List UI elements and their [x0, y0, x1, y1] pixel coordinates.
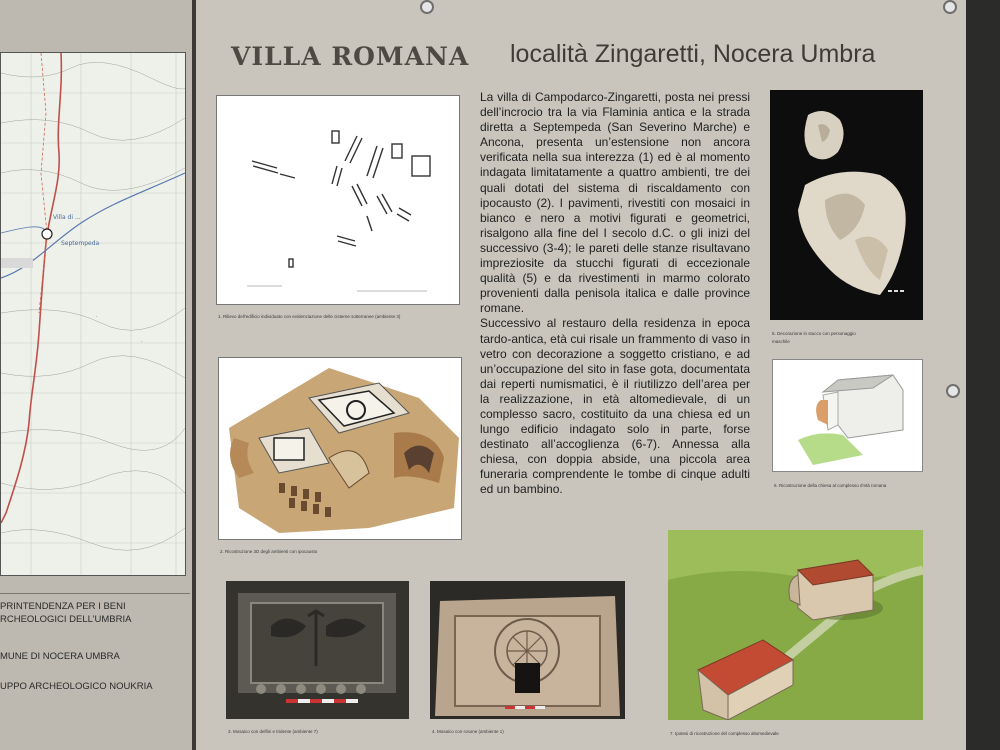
left-panel	[0, 0, 192, 750]
stucco-fragments-photo	[770, 90, 923, 320]
medieval-complex-image	[668, 530, 923, 720]
paragraph-1: La villa di Campodarco-Zingaretti, posta nei pressi dell’incrocio tra la via Flaminia antica e la strada diretta a Septempeda (San Severino Marche) e Ancona, presenta un’estensione non ancora verificata nella sua interezza (1) ed è al momento indagata limitatamente a quattro ambienti, tre dei quali dotati del sistema di riscaldamento con ipocausto (2). I pavimenti, rivestiti con mosaici in bianco e nero a motivi figurati e geometrici, risalgono alla fine del I secolo d.C. o gli inizi del successivo (3-4); le pareti delle stanze risultavano impreziosite da stucchi figurati di eccezionale qualità (5) e da rivestimenti in marmo colorato provenienti dalla penisola italica e dalle province romane.	[480, 90, 750, 316]
caption-6: 6. Ricostruzione della chiesa al complesso d’età romana	[774, 483, 887, 488]
caption-5b: maschile	[772, 339, 790, 344]
plan-drawing	[216, 95, 460, 305]
map-label-villa: Villa di ...	[53, 214, 81, 221]
reconstruction-3d-image	[218, 357, 462, 540]
credit-line-1: PRINTENDENZA PER I BENI	[0, 601, 126, 612]
page-subtitle: località Zingaretti, Nocera Umbra	[510, 40, 876, 68]
mosaic-rosone-photo	[430, 581, 625, 719]
caption-5a: 5. Decorazione in stucco con personaggio	[772, 331, 856, 336]
territory-map	[0, 52, 186, 576]
map-label-septempeda: Septempeda	[61, 240, 100, 247]
paragraph-2: Successivo al restauro della residenza in epoca tardo-antica, età cui risale un frammento di vaso in vetro con decorazione a soggetto cristiano, e ad un’occupazione del sito in fase gota, documentata dai reperti numismatici, è il riutilizzo dell’area per la realizzazione, in età altomedievale, di un complesso sacro, costituito da una chiesa ed un lungo edificio indagato solo in parte, forse destinato all’accoglienza (6-7). Annessa alla chiesa, con doppia abside, una piccola area funeraria comprendente le tombe di cinque adulti ed un bambino.	[480, 316, 750, 497]
caption-1: 1. Rilievo dell’edificio individuato con evidenziazione delle cisterne sotterranee (ambiente 3)	[218, 314, 401, 319]
caption-3: 3. Mosaico con delfini e tridente (ambiente 7)	[228, 729, 318, 734]
svg-text:·: ·	[96, 314, 98, 320]
caption-4: 4. Mosaico con rosone (ambiente 1)	[432, 729, 504, 734]
description-text	[480, 90, 750, 498]
caption-2: 2. Ricostruzione 3D degli ambienti con ipocausto	[220, 549, 318, 554]
credit-line-4: UPPO ARCHEOLOGICO NOUKRIA	[0, 681, 153, 692]
credit-line-2: RCHEOLOGICI DELL’UMBRIA	[0, 614, 132, 625]
mosaic-dolphins-photo	[226, 581, 409, 719]
screw-icon	[943, 0, 957, 14]
credits-divider	[0, 593, 190, 594]
frame-post	[966, 0, 1000, 750]
credit-line-3: MUNE DI NOCERA UMBRA	[0, 651, 120, 662]
screw-icon	[420, 0, 434, 14]
svg-text:·: ·	[141, 339, 143, 345]
caption-7: 7. Ipotesi di ricostruzione del complesso altomedievale	[670, 731, 779, 736]
church-reconstruction-image	[772, 359, 923, 472]
page-title: VILLA ROMANA	[231, 42, 470, 71]
screw-icon	[946, 384, 960, 398]
